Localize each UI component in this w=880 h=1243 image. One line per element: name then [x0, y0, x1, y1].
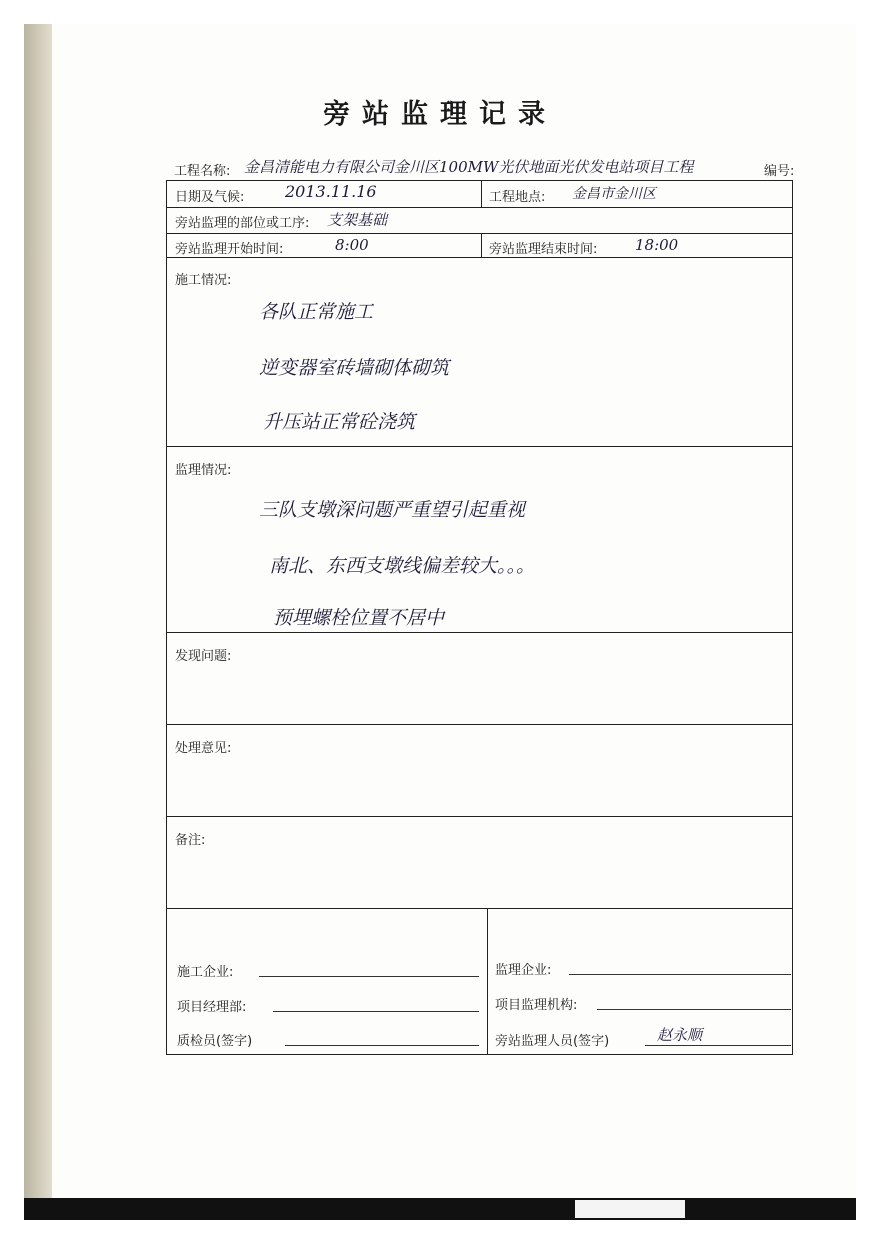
record-table	[166, 180, 793, 1055]
code-label: 编号:	[764, 164, 795, 179]
staff-signature-line	[645, 1045, 791, 1046]
supervision-line-2: 南北、东西支墩线偏差较大。。。	[269, 555, 536, 577]
end-label: 旁站监理结束时间:	[489, 242, 598, 257]
row-divider	[167, 257, 792, 258]
start-label: 旁站监理开始时间:	[175, 242, 284, 257]
part-value: 支架基础	[327, 211, 388, 229]
col-divider	[487, 908, 488, 1054]
project-value: 金昌清能电力有限公司金川区100MW光伏地面光伏发电站项目工程	[244, 158, 694, 176]
col-divider	[481, 181, 482, 207]
location-value: 金昌市金川区	[572, 186, 656, 202]
pm-signature-line	[273, 1011, 479, 1012]
part-label: 旁站监理的部位或工序:	[175, 216, 310, 231]
project-line	[174, 156, 814, 178]
row-divider	[167, 446, 792, 447]
agency-signature-line	[597, 1009, 791, 1010]
supervisor-signature-line	[569, 974, 791, 975]
construction-line-3: 升压站正常砼浇筑	[263, 411, 416, 433]
construction-label: 施工情况:	[175, 273, 232, 288]
scan-edge	[24, 24, 52, 1200]
start-value: 8:00	[335, 236, 369, 254]
supervision-line-1: 三队支墩深问题严重望引起重视	[259, 499, 526, 521]
row-divider	[167, 724, 792, 725]
handling-label: 处理意见:	[175, 741, 232, 756]
scan-bottom-tab	[575, 1200, 685, 1218]
pm-label: 项目经理部:	[177, 1000, 247, 1015]
document-title: 旁站监理记录	[323, 99, 557, 130]
supervisor-label: 监理企业:	[495, 963, 552, 978]
date-value: 2013.11.16	[285, 182, 377, 201]
staff-label: 旁站监理人员(签字)	[495, 1034, 610, 1049]
supervision-label: 监理情况:	[175, 463, 232, 478]
row-divider	[167, 207, 792, 208]
location-label: 工程地点:	[489, 190, 546, 205]
col-divider	[481, 233, 482, 257]
contractor-signature-line	[259, 976, 479, 977]
project-label: 工程名称:	[174, 164, 231, 179]
row-divider	[167, 816, 792, 817]
supervision-line-3: 预埋螺栓位置不居中	[273, 607, 445, 629]
staff-signature: 赵永顺	[657, 1026, 703, 1044]
remarks-label: 备注:	[175, 833, 206, 848]
qc-label: 质检员(签字)	[177, 1034, 253, 1049]
row-divider	[167, 233, 792, 234]
problems-label: 发现问题:	[175, 649, 232, 664]
row-divider	[167, 632, 792, 633]
contractor-label: 施工企业:	[177, 965, 234, 980]
agency-label: 项目监理机构:	[495, 998, 578, 1013]
construction-line-1: 各队正常施工	[259, 301, 374, 323]
scan-bottom-edge	[24, 1198, 856, 1220]
end-value: 18:00	[635, 236, 679, 254]
date-label: 日期及气候:	[175, 190, 245, 205]
qc-signature-line	[285, 1045, 479, 1046]
construction-line-2: 逆变器室砖墙砌体砌筑	[259, 357, 450, 379]
row-divider	[167, 908, 792, 909]
